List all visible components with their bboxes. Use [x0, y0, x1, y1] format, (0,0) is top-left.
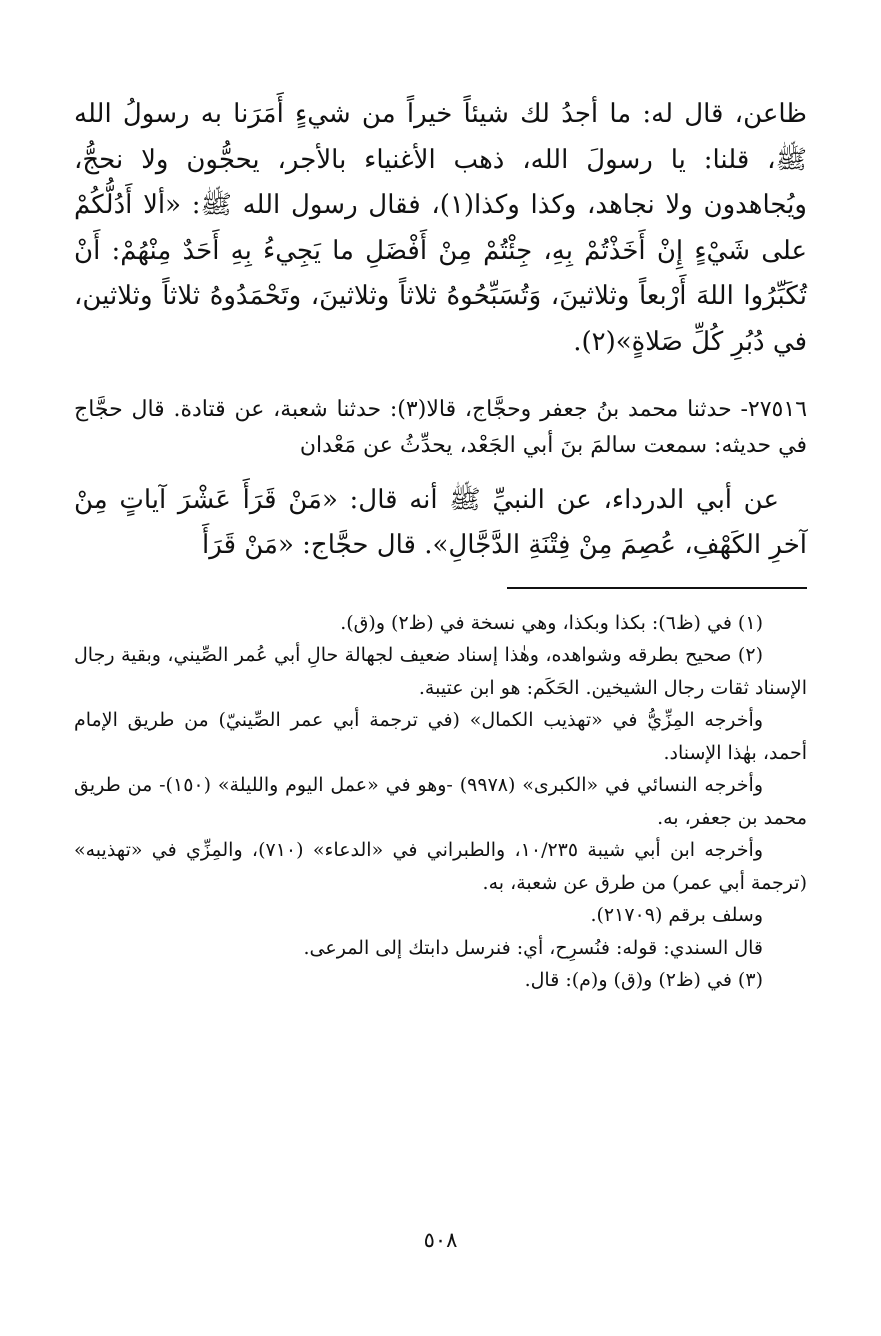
footnote-2: (٢) صحيح بطرقه وشواهده، وهٰذا إسناد ضعيف لجهالة حالِ أبي عُمر الصِّيني، وبقية رجال الإسناد ثقات رجال الشيخين. الحَكَم: هو ابن عتيبة.	[74, 644, 807, 699]
footnote-1: (١) في (ظ٦): بكذا وبكذا، وهي نسخة في (ظ٢) و(ق).	[340, 611, 763, 634]
footnote-2-sindi-note: قال السندي: قوله: فنُسرِح، أي: فنرسل دابتك إلى المرعى.	[303, 936, 763, 959]
footnote-3: (٣) في (ظ٢) و(ق) و(م): قال.	[524, 969, 763, 992]
footnote-2-source-1: وأخرجه المِزِّيُّ في «تهذيب الكمال» (في ترجمة أبي عمر الصِّينيّ) من طريق الإمام أحمد، بهٰذا الإسناد.	[74, 709, 807, 764]
footnote-2-source-2: وأخرجه النسائي في «الكبرى» (٩٩٧٨) -وهو في «عمل اليوم والليلة» (١٥٠)- من طريق محمد بن جعفر، به.	[74, 774, 807, 829]
hadith-chain: ٢٧٥١٦- حدثنا محمد بنُ جعفر وحجَّاج، قالا(٣): حدثنا شعبة، عن قتادة. قال حجَّاج في حديثه: سمعت سالمَ بنَ أبي الجَعْد، يحدِّثُ عن مَعْدان	[74, 396, 808, 458]
hadith-body	[74, 478, 807, 569]
footnotes	[74, 607, 807, 997]
main-paragraph: ظاعن، قال له: ما أجدُ لك شيئاً خيراً من شيءٍ أَمَرَنا به رسولُ الله ﷺ، قلنا: يا رسولَ الله، ذهب الأغنياء بالأجر، يحجُّون ولا نحجُّ، ويُجاهدون ولا نجاهد، وكذا وكذا(١)، فقال رسول الله ﷺ: «ألا أَدُلُّكُمْ على شَيْءٍ إِنْ أَخَذْتُمْ بِهِ، جِئْتُمْ مِنْ أَفْضَلِ ما يَجِيءُ بِهِ أَحَدٌ مِنْهُمْ: أَنْ تُكَبِّرُوا اللهَ أَرْبعاً وثلاثينَ، وَتُسَبِّحُوهُ ثلاثاً وثلاثينَ، وتَحْمَدُوهُ ثلاثاً وثلاثين، في دُبُرِ كُلِّ صَلاةٍ»(٢).	[74, 99, 807, 357]
footnote-2-source-3: وأخرجه ابن أبي شيبة ١٠/٢٣٥، والطبراني في «الدعاء» (٧١٠)، والمِزِّي في «تهذيبه» (ترجمة أبي عمر) من طرق عن شعبة، به.	[74, 839, 807, 894]
footnote-separator	[507, 587, 807, 589]
page-content	[74, 92, 807, 997]
footnote-separator-wrap	[74, 569, 807, 607]
hadith-body-text: عن أبي الدرداء، عن النبيِّ ﷺ أنه قال: «مَنْ قَرَأَ عَشْرَ آياتٍ مِنْ آخرِ الكَهْفِ، عُصِمَ مِنْ فِتْنَةِ الدَّجَّالِ». قال حجَّاج: «مَنْ قَرَأَ	[74, 484, 807, 561]
footnote-2-cross-ref: وسلف برقم (٢١٧٠٩).	[590, 904, 763, 927]
page-number: ٥٠٨	[423, 1228, 458, 1252]
